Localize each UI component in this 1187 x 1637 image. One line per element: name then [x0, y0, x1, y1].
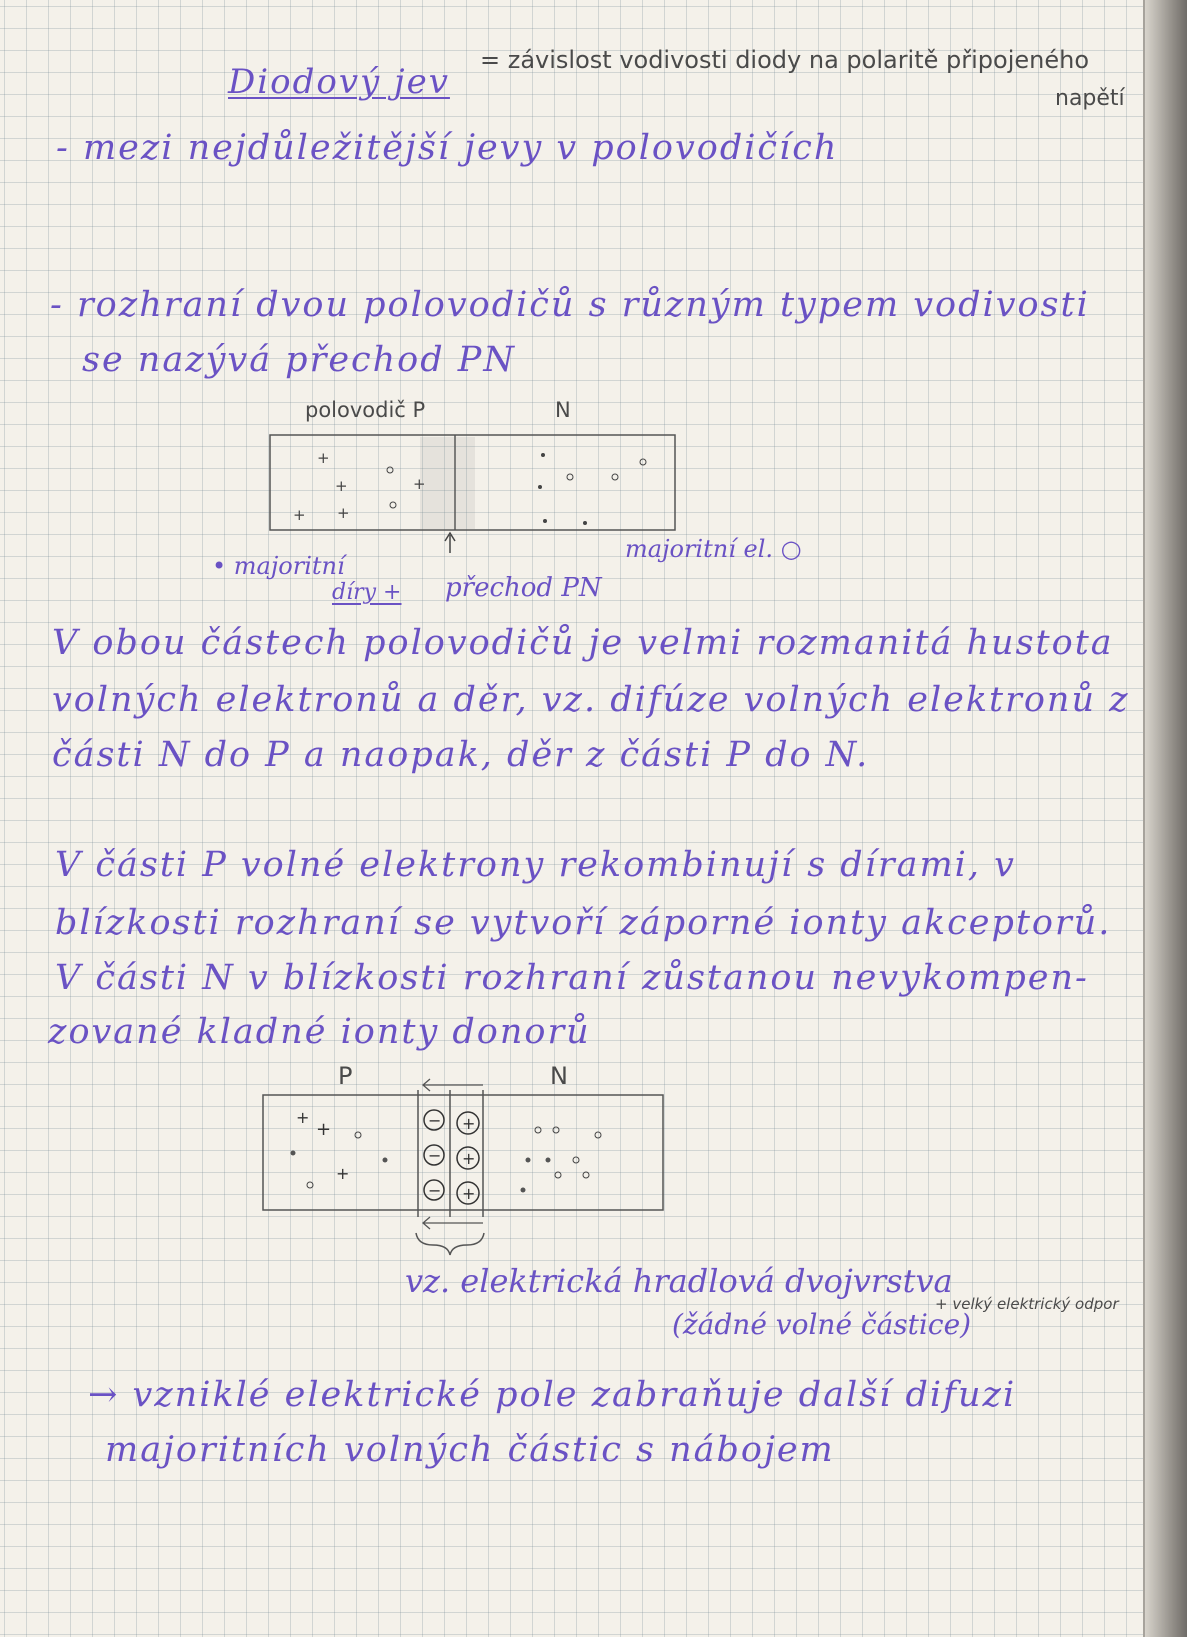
- fig1-electron: [567, 474, 573, 480]
- paragraph-1-line-2: volných elektronů a děr, vz. difúze volných elektronů z: [52, 680, 1130, 720]
- fig2-electron: [595, 1132, 601, 1138]
- fig2-brace: [416, 1233, 484, 1255]
- definition-line-1: = závislost vodivosti diody na polaritě připojeného: [480, 46, 1090, 74]
- fig1-label-majority-holes-2: díry +: [332, 580, 402, 605]
- conclusion-line-1: → vzniklé elektrické pole zabraňuje další difuzi: [88, 1375, 1017, 1415]
- paragraph-2-line-3: V části N v blízkosti rozhraní zůstanou nevykompen-: [55, 958, 1089, 998]
- fig2-field-arrow: [423, 1079, 483, 1091]
- fig2-electron: [535, 1127, 541, 1133]
- fig2-diagram: [258, 1075, 678, 1255]
- fig1-electron: [538, 485, 542, 489]
- fig2-electron: [355, 1132, 361, 1138]
- fig2-electron: [307, 1182, 313, 1188]
- fig1-junction-zone: [420, 437, 475, 529]
- fig2-negative-ion-sign: −: [428, 1111, 442, 1130]
- fig2-field-arrow-bottom: [423, 1217, 483, 1229]
- fig1-hole: +: [335, 477, 348, 495]
- fig1-electron: [612, 474, 618, 480]
- fig2-hole: +: [316, 1119, 332, 1140]
- fig1-hole: +: [413, 475, 426, 493]
- note-line-2b: se nazývá přechod PN: [82, 340, 516, 380]
- fig1-label-junction: přechod PN: [445, 573, 602, 603]
- fig2-label-n: N: [550, 1062, 568, 1090]
- fig2-hole: +: [296, 1108, 310, 1127]
- fig1-label-p: polovodič P: [305, 398, 426, 422]
- depletion-layer-note: (žádné volné částice): [672, 1308, 972, 1341]
- fig1-electron: [387, 467, 393, 473]
- conclusion-line-2: majoritních volných částic s nábojem: [105, 1430, 835, 1470]
- fig2-positive-ion-sign: +: [462, 1149, 476, 1168]
- paragraph-1-line-1: V obou částech polovodičů je velmi rozmanitá hustota: [52, 623, 1114, 663]
- fig2-electron: [555, 1172, 561, 1178]
- paragraph-2-line-2: blízkosti rozhraní se vytvoří záporné ionty akceptorů.: [55, 903, 1112, 943]
- paragraph-1-line-3: části N do P a naopak, děr z části P do N.: [52, 735, 870, 775]
- fig2-electron: [526, 1158, 531, 1163]
- fig1-label-majority-holes-1: • majoritní: [212, 552, 345, 580]
- fig1-electron: [390, 502, 396, 508]
- fig1-electron: [541, 453, 545, 457]
- fig1-hole: +: [337, 504, 350, 522]
- fig2-electron: [583, 1172, 589, 1178]
- fig1-hole: +: [317, 449, 330, 467]
- definition-line-2: napětí: [1055, 86, 1125, 111]
- fig1-label-n: N: [555, 398, 571, 422]
- fig2-negative-ion-sign: −: [428, 1181, 442, 1200]
- depletion-layer-text: vz. elektrická hradlová dvojvrstva: [405, 1262, 953, 1300]
- fig1-electron: [543, 519, 547, 523]
- note-line-1: - mezi nejdůležitější jevy v polovodičích: [56, 128, 839, 168]
- fig2-positive-ion-sign: +: [462, 1184, 476, 1203]
- fig1-hole: +: [293, 506, 306, 524]
- fig2-positive-ion-sign: +: [462, 1114, 476, 1133]
- fig2-electron: [383, 1158, 388, 1163]
- fig2-negative-ion-sign: −: [428, 1146, 442, 1165]
- fig1-electron: [640, 459, 646, 465]
- depletion-layer-note-extra: + velký elektrický odpor: [935, 1295, 1119, 1313]
- paragraph-2-line-1: V části P volné elektrony rekombinují s dírami, v: [55, 845, 1016, 885]
- fig2-electron: [546, 1158, 551, 1163]
- fig1-electron: [583, 521, 587, 525]
- paragraph-2-line-4: zované kladné ionty donorů: [48, 1012, 591, 1052]
- fig2-electron: [521, 1188, 526, 1193]
- fig2-electron: [553, 1127, 559, 1133]
- fig1-diagram: [265, 425, 685, 555]
- notebook-binding: [1143, 0, 1187, 1637]
- note-line-2a: - rozhraní dvou polovodičů s různým typem vodivosti: [50, 285, 1090, 325]
- fig1-label-majority-electrons: majoritní el. ○: [625, 535, 802, 563]
- page-title: Diodový jev: [228, 62, 450, 102]
- depletion-layer-caption: [405, 1262, 953, 1300]
- fig2-electron: [573, 1157, 579, 1163]
- fig2-hole: +: [336, 1164, 350, 1183]
- fig2-electron: [291, 1151, 296, 1156]
- fig2-label-p: P: [338, 1062, 353, 1090]
